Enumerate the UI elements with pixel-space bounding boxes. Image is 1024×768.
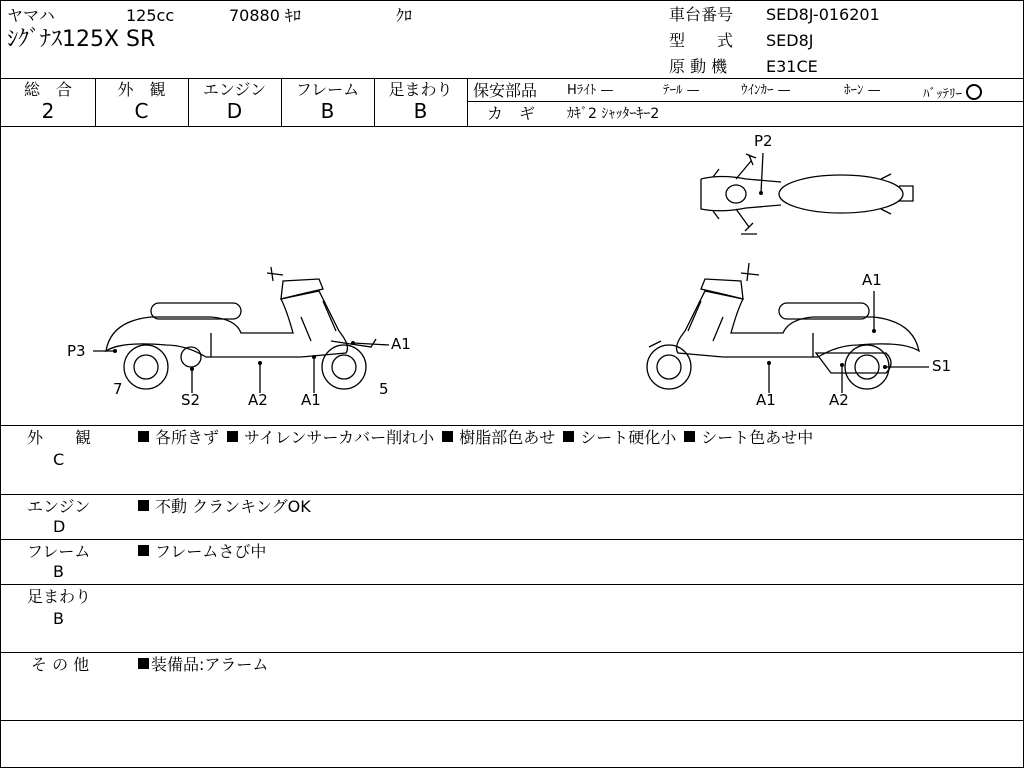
damage-label: A2: [248, 391, 268, 409]
damage-label: P2: [754, 132, 773, 150]
remark-items-other: [138, 657, 268, 673]
bullet-square-icon: [138, 658, 149, 669]
bullet-square-icon: [138, 431, 149, 442]
bullet-square-icon: [138, 500, 149, 511]
grade-value: B: [320, 99, 335, 123]
grade-engine: [188, 81, 281, 123]
left-view-scooter: [106, 267, 376, 389]
remark-grade-frame: B: [53, 562, 64, 581]
divider: [1, 78, 1023, 79]
remark-grade-suspension: B: [53, 609, 64, 628]
grade-value: C: [134, 99, 149, 123]
remark-items-engine: [138, 499, 311, 515]
remark-label-suspension: 足まわり: [27, 587, 92, 606]
mileage: 70880 ｷﾛ: [229, 6, 301, 25]
divider: [1, 720, 1023, 721]
divider: [1, 652, 1023, 653]
divider: [1, 425, 1023, 426]
remark-label-other: そ の 他: [31, 655, 90, 674]
damage-points: [113, 191, 887, 371]
remark-item: シート硬化小: [580, 428, 677, 447]
grade-label: 外 観: [117, 80, 166, 99]
safety-label: 保安部品: [473, 81, 538, 100]
remark-label-frame: フレーム: [27, 542, 91, 561]
key-value: ｶｷﾞ2 ｼｬｯﾀｰｷｰ2: [567, 106, 660, 122]
remark-item: 樹脂部色あせ: [459, 428, 556, 447]
damage-label: A1: [756, 391, 776, 409]
ok-circle-icon: [966, 84, 982, 100]
key-label: カ ギ: [487, 104, 536, 123]
model-name: ｼｸﾞﾅｽ125X SR: [7, 27, 156, 52]
damage-label: A1: [391, 335, 411, 353]
engine-label: 原 動 機: [669, 57, 728, 76]
top-view-scooter: [701, 154, 913, 234]
damage-label: 7: [113, 380, 123, 398]
remark-items-frame: [138, 544, 266, 560]
remark-grade-engine: D: [53, 517, 66, 536]
grade-label: 足まわり: [388, 80, 453, 99]
damage-label: S2: [181, 391, 201, 409]
damage-label: 5: [379, 380, 389, 398]
divider: [1, 584, 1023, 585]
remark-item: 装備品:アラーム: [151, 655, 269, 674]
grade-value: 2: [41, 99, 55, 123]
color: ｸﾛ: [396, 6, 413, 25]
safety-item-tail: ﾃｰﾙ —: [663, 83, 700, 98]
damage-label: S1: [932, 357, 952, 375]
grade-value: D: [226, 99, 243, 123]
type-value: SED8J: [766, 31, 814, 50]
bullet-square-icon: [563, 431, 574, 442]
grade-frame: [281, 81, 374, 123]
bullet-square-icon: [684, 431, 695, 442]
remark-items-appearance: [138, 430, 813, 446]
frame-no-label: 車台番号: [669, 5, 734, 24]
safety-item-winker: ｳｲﾝｶｰ —: [741, 83, 791, 98]
damage-label: P3: [67, 342, 86, 360]
damage-label: A1: [301, 391, 321, 409]
bullet-square-icon: [138, 545, 149, 556]
frame-no: SED8J-016201: [766, 5, 880, 24]
grade-appearance: [95, 81, 188, 123]
grade-label: エンジン: [202, 80, 267, 99]
damage-label: A2: [829, 391, 849, 409]
safety-item-battery-label: ﾊﾞｯﾃﾘｰ: [923, 87, 962, 102]
grade-value: B: [413, 99, 428, 123]
remark-item: 不動 クランキングOK: [155, 497, 311, 516]
remark-item: シート色あせ中: [701, 428, 814, 447]
remark-item: サイレンサーカバー削れ小: [244, 428, 435, 447]
safety-item-horn: ﾎｰﾝ —: [844, 83, 881, 98]
grade-suspension: [374, 81, 467, 123]
displacement: 125cc: [126, 6, 175, 25]
maker: ヤマハ: [7, 6, 55, 25]
damage-label: A1: [862, 271, 882, 289]
remark-item: フレームさび中: [155, 542, 267, 561]
divider: [1, 494, 1023, 495]
remark-grade-appearance: C: [53, 450, 65, 469]
type-label: 型 式: [669, 31, 734, 50]
remark-label-engine: エンジン: [27, 497, 91, 516]
bullet-square-icon: [442, 431, 453, 442]
safety-item-battery: [923, 84, 982, 101]
remark-item: 各所きず: [155, 428, 220, 447]
remark-label-appearance: 外 観: [27, 428, 92, 447]
divider: [467, 78, 468, 126]
divider: [1, 539, 1023, 540]
grade-label: フレーム: [295, 80, 360, 99]
engine-value: E31CE: [766, 57, 818, 76]
safety-item-headlight: Hﾗｲﾄ —: [567, 83, 614, 98]
bullet-square-icon: [227, 431, 238, 442]
grade-label: 総 合: [23, 80, 72, 99]
grade-total: [1, 81, 95, 123]
